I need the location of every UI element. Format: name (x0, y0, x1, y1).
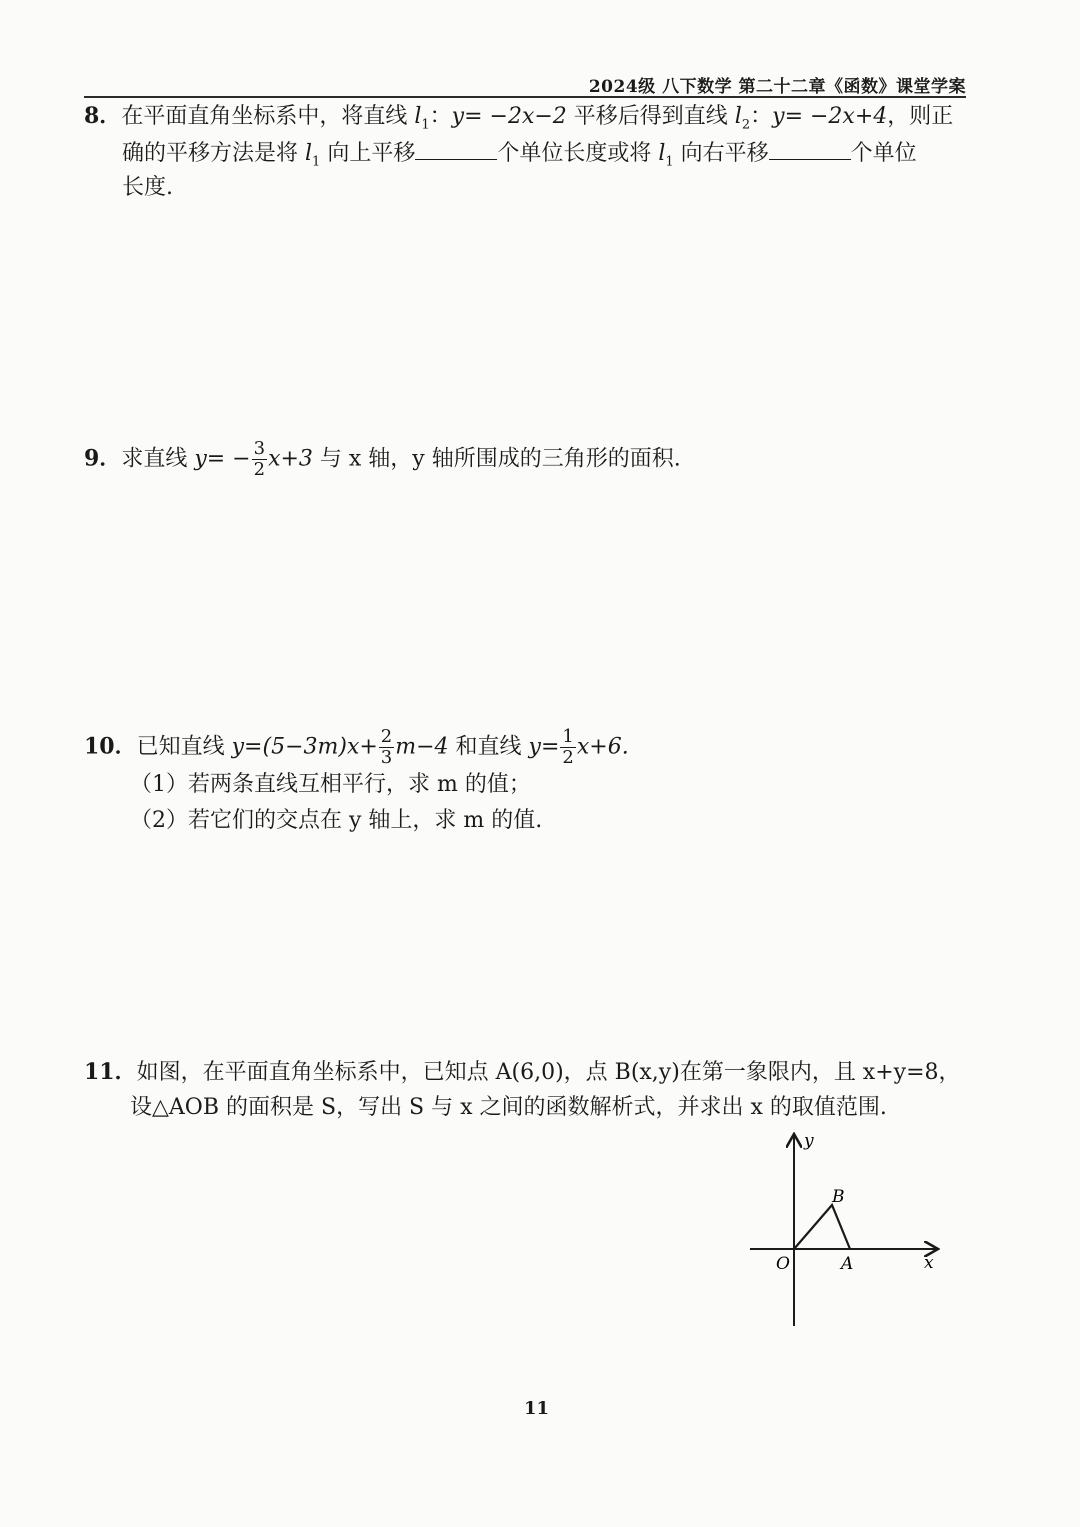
q8-l2-var-sub: 1 (312, 154, 321, 170)
page-number: 11 (524, 1398, 550, 1419)
label-y: y (804, 1131, 814, 1151)
q8-l2-text-c: 个单位长度或将 (497, 141, 659, 166)
q8-colon1: ： (429, 104, 452, 129)
page-header (84, 70, 966, 98)
q11-line2: 设△AOB 的面积是 S，写出 S 与 x 之间的函数解析式，并求出 x 的取值范围. (130, 1095, 887, 1120)
q9-text: 与 x 轴，y 轴所围成的三角形的面积. (312, 446, 681, 472)
q10-fraction-1 (379, 728, 394, 767)
q8-text3: ，则正 (887, 104, 954, 129)
q10-mid: 和直线 (448, 734, 529, 760)
q9-frac-den: 2 (253, 459, 266, 480)
q8-eq2: y= −2x+4 (772, 104, 888, 129)
q8-l2-var2-sub: 1 (665, 154, 674, 170)
q11-text-1: 如图，在平面直角坐标系中，已知点 A(6,0)，点 B(x,y)在第一象限内，且 x+y=8， (136, 1060, 961, 1085)
q10-frac2-den: 2 (562, 747, 574, 768)
q8-answer-blank-2[interactable] (769, 141, 851, 160)
q9-fraction (252, 440, 267, 479)
q9-eq-b: x+3 (268, 446, 313, 472)
q8-l2-var: l (305, 141, 313, 166)
q11-line1 (84, 1061, 961, 1084)
q8-line1 (84, 105, 953, 131)
triangle-aob (794, 1205, 850, 1249)
label-b: B (832, 1187, 845, 1207)
q10-eq-d: x+6. (576, 734, 629, 760)
q8-eq1: y= −2x−2 (451, 104, 567, 129)
q11-number: 11． (84, 1059, 137, 1085)
q8-colon2: ： (750, 104, 773, 129)
q8-l2-text-b: 向上平移 (320, 141, 416, 166)
q10-pre: 已知直线 (136, 734, 232, 760)
q8-l2-var2: l (658, 141, 666, 166)
q8-l2-text-e: 个单位 (850, 141, 917, 166)
q10-sub1: （1）若两条直线互相平行，求 m 的值； (130, 772, 531, 797)
q10-eq-c: y= (528, 734, 560, 760)
q8-l1-sub: 1 (421, 117, 430, 133)
q10-eq-a: y=(5−3m)x+ (231, 734, 378, 760)
q8-line2 (122, 141, 917, 168)
q10-frac2-num: 1 (562, 726, 574, 747)
q8-l2-text-a: 确的平移方法是将 (122, 141, 305, 166)
coordinate-figure (740, 1130, 950, 1335)
q10-frac-den: 3 (380, 747, 393, 768)
label-o: O (776, 1254, 790, 1274)
q8-line3: 长度. (122, 175, 173, 200)
header-title: 2024级 八下数学 第二十二章《函数》课堂学案 (588, 77, 966, 97)
label-x: x (924, 1253, 934, 1273)
q8-l2-text-d: 向右平移 (673, 141, 769, 166)
q8-l1: l (414, 104, 422, 129)
q8-l2-sub: 2 (741, 117, 751, 133)
q8-text2: 平移后得到直线 (566, 104, 735, 129)
q10-line (84, 728, 629, 767)
q8-l2: l (734, 104, 742, 129)
q10-sub2: （2）若它们的交点在 y 轴上，求 m 的值. (130, 808, 543, 833)
q9-number: 9． (84, 445, 122, 472)
q8-answer-blank-1[interactable] (415, 141, 497, 160)
q9-line (84, 440, 681, 479)
q8-number: 8． (84, 103, 122, 129)
q9-frac-num: 3 (253, 438, 266, 459)
q8-text: 在平面直角坐标系中，将直线 (121, 104, 408, 129)
label-a: A (841, 1254, 854, 1274)
q10-number: 10． (84, 733, 137, 760)
q10-eq-b: m−4 (395, 734, 449, 760)
q9-eq-a: y= − (194, 446, 251, 472)
q9-pre: 求直线 (121, 446, 195, 472)
q10-fraction-2 (560, 728, 575, 767)
q10-frac-num: 2 (380, 726, 393, 747)
